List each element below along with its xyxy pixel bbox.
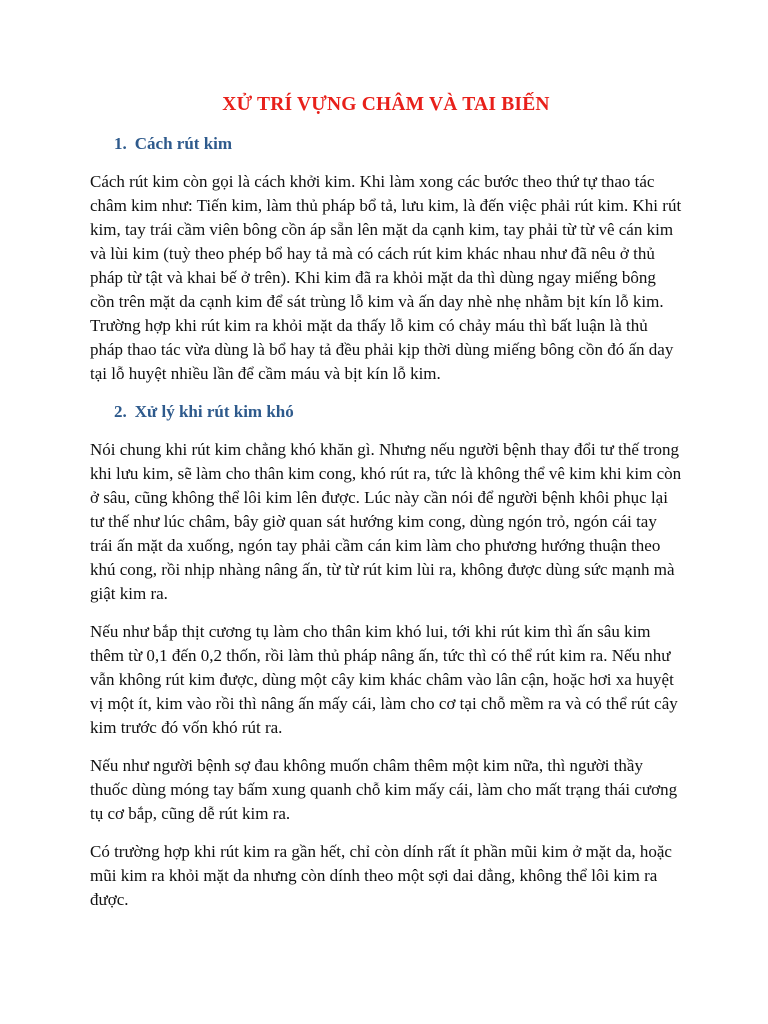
paragraph: Nếu như bắp thịt cương tụ làm cho thân kim khó lui, tới khi rút kim thì ấn sâu kim thêm từ 0,1 đến 0,2 thốn, rồi làm thủ pháp nâng ấn, tức thì có thể rút kim ra. Nếu như vẫn không rút kim được, dùng một cây kim khác châm vào lân cận, hoặc hơi xa huyệt vị một ít, kim vào rồi thì nâng ấn mấy cái, làm cho cơ tại chỗ mềm ra và có thể rút cây kim trước đó vốn khó rút ra. <box>90 622 678 737</box>
paragraph: Có trường hợp khi rút kim ra gần hết, chỉ còn dính rất ít phần mũi kim ở mặt da, hoặc mũi kim ra khỏi mặt da nhưng còn dính theo một sợi dai dẳng, không thể lôi kim ra được. <box>90 842 672 909</box>
document-page <box>90 92 682 926</box>
paragraph: Nếu như người bệnh sợ đau không muốn châm thêm một kim nữa, thì người thầy thuốc dùng móng tay bấm xung quanh chỗ kim mấy cái, làm cho mất trạng thái cương tụ cơ bắp, cũng dễ rút kim ra. <box>90 756 678 823</box>
section-number: 2. <box>114 402 127 421</box>
section-number: 1. <box>114 134 127 153</box>
paragraph: Cách rút kim còn gọi là cách khởi kim. Khi làm xong các bước theo thứ tự thao tác châm kim như: Tiến kim, làm thủ pháp bổ tả, lưu kim, là đến việc phải rút kim. Khi rút kim, tay trái cầm viên bông cồn áp sẵn lên mặt da cạnh kim, tay phải từ từ vê cán kim và lùi kim (tuỳ theo phép bổ hay tả mà có cách rút kim khác nhau như đã nêu ở thủ pháp từ tật và khai bế ở trên). Khi kim đã ra khỏi mặt da thì dùng ngay miếng bông cồn trên mặt da cạnh kim để sát trùng lỗ kim và ấn day nhè nhẹ nhằm bịt kín lỗ kim. Trường hợp khi rút kim ra khỏi mặt da thấy lỗ kim có chảy máu thì bất luận là thủ pháp thao tác vừa dùng là bổ hay tả đều phải kịp thời dùng miếng bông cồn đó ấn day tại lỗ huyệt nhiều lần để cầm máu và bịt kín lỗ kim. <box>90 172 682 383</box>
paragraph: Nói chung khi rút kim chẳng khó khăn gì. Nhưng nếu người bệnh thay đổi tư thế trong khi lưu kim, sẽ làm cho thân kim cong, khó rút ra, tức là không thể vê kim khi kim còn ở sâu, cũng không thể lôi kim lên được. Lúc này cần nói để người bệnh khôi phục lại tư thế như lúc châm, bây giờ quan sát hướng kim cong, dùng ngón trỏ, ngón cái tay trái ấn mặt da xuống, ngón tay phải cầm cán kim làm cho phương hướng thuận theo khú cong, rồi nhịp nhàng nâng ấn, từ từ rút kim lùi ra, không được dùng sức mạnh mà giật kim ra. <box>90 440 682 603</box>
section-heading-text: Xử lý khi rút kim khó <box>134 402 294 421</box>
section-heading-text: Cách rút kim <box>134 134 233 153</box>
section-heading-2 <box>90 400 682 424</box>
section-heading-1 <box>90 132 682 156</box>
page-title: XỬ TRÍ VỰNG CHÂM VÀ TAI BIẾN <box>222 94 550 115</box>
